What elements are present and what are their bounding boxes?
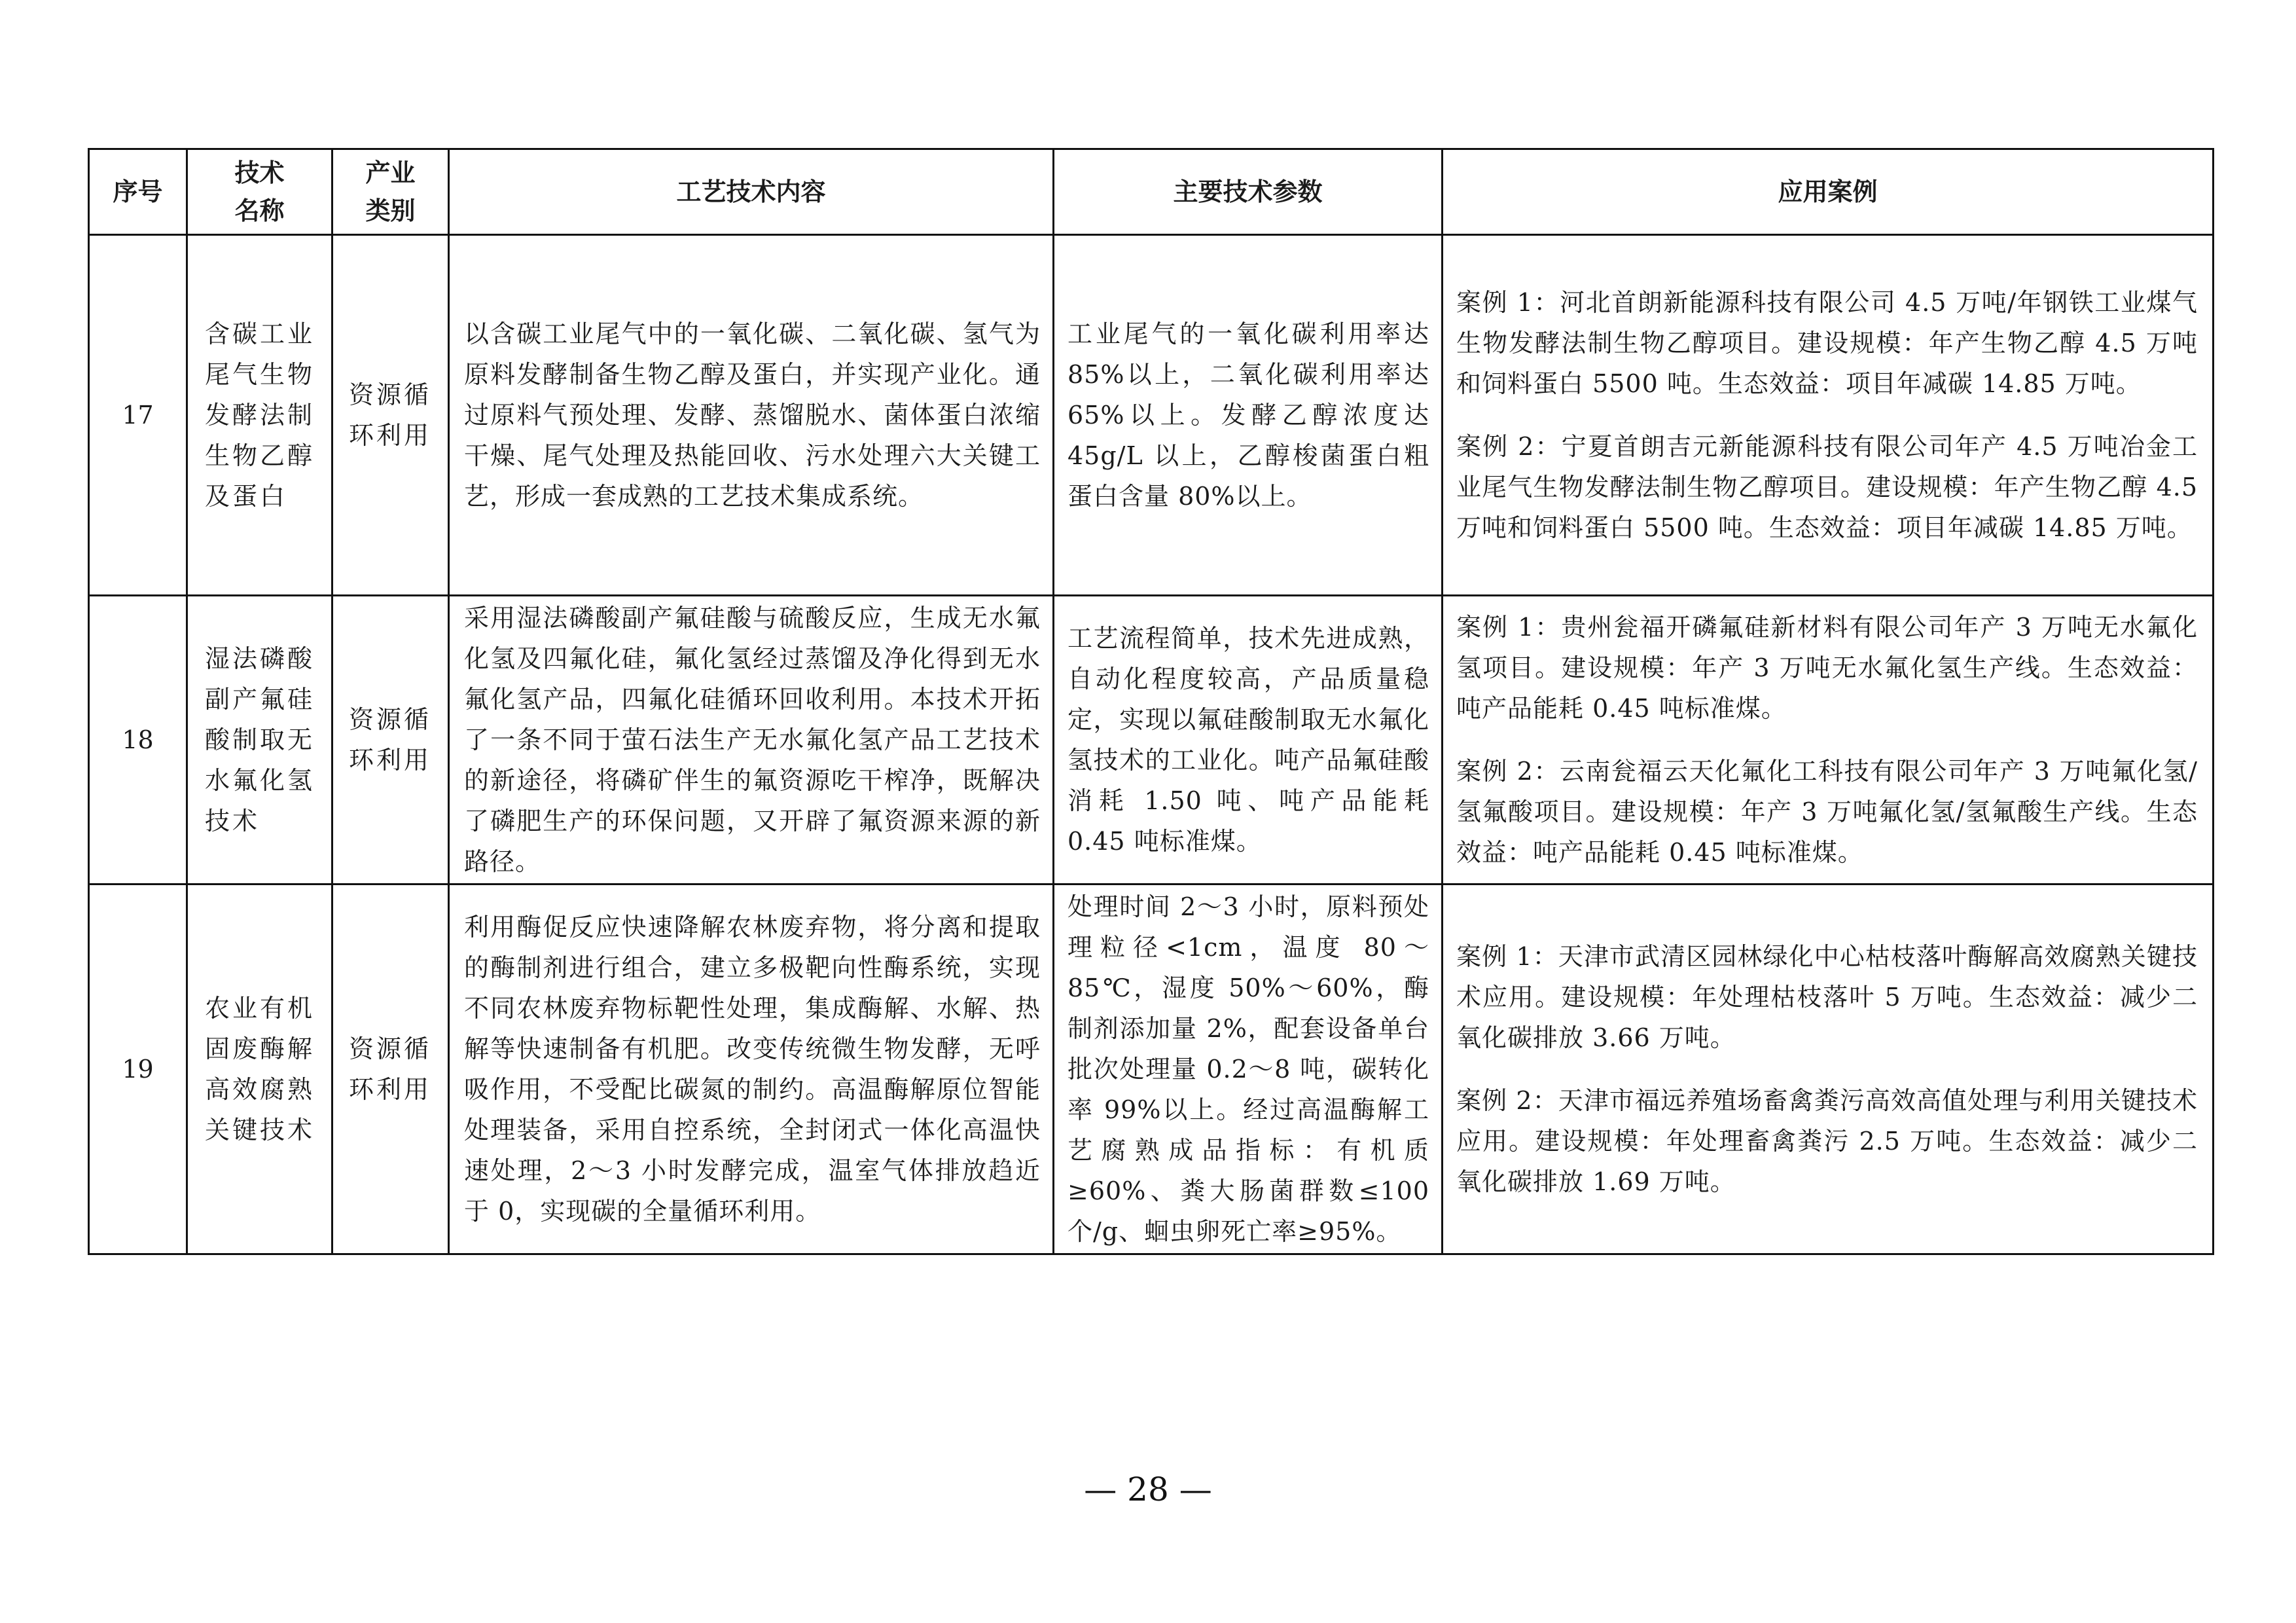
cases-cell — [1443, 884, 2214, 1254]
header-name-line1: 技术 — [234, 158, 285, 187]
params-cell — [1054, 596, 1443, 884]
technology-name-cell — [187, 596, 332, 884]
page-number: — 28 — — [1084, 1470, 1212, 1508]
category-cell — [332, 596, 449, 884]
row-number: 19 — [89, 884, 187, 1254]
row-number: 18 — [89, 596, 187, 884]
row-number: 17 — [89, 235, 187, 596]
process-content: 采用湿法磷酸副产氟硅酸与硫酸反应，生成无水氟化氢及四氟化硅，氟化氢经过蒸馏及净化得到无水氟化氢产品，四氟化硅循环回收利用。本技术开拓了一条不同于萤石法生产无水氟化氢产品工艺技术的新途径，将磷矿伴生的氟资源吃干榨净，既解决了磷肥生产的环保问题，又开辟了氟资源来源的新路径。 — [464, 604, 1041, 876]
technology-name-cell — [187, 884, 332, 1254]
table-row — [89, 235, 2214, 596]
technology-table — [88, 148, 2214, 1255]
technical-params: 工艺流程简单，技术先进成熟，自动化程度较高，产品质量稳定，实现以氟硅酸制取无水氟化氢技术的工业化。吨产品氟硅酸消耗 1.50 吨、吨产品能耗 0.45 吨标准煤。 — [1067, 624, 1429, 856]
case-item: 案例 1：河北首朗新能源科技有限公司 4.5 万吨/年钢铁工业煤气生物发酵法制生物乙醇项目。建设规模：年产生物乙醇 4.5 万吨和饲料蛋白 5500 吨。生态效益：项目年减碳 14.85 万吨。 — [1456, 288, 2198, 398]
header-name-line2: 名称 — [234, 196, 285, 225]
table-row — [89, 596, 2214, 884]
category-cell — [332, 235, 449, 596]
technology-name: 湿法磷酸副产氟硅酸制取无水氟化氢技术 — [205, 644, 315, 835]
header-process: 工艺技术内容 — [449, 149, 1054, 235]
cases-cell — [1443, 596, 2214, 884]
header-name — [187, 149, 332, 235]
technology-name: 含碳工业尾气生物发酵法制生物乙醇及蛋白 — [205, 319, 315, 511]
header-category-line2: 类别 — [365, 196, 416, 225]
process-cell — [449, 596, 1054, 884]
technology-name-cell — [187, 235, 332, 596]
process-cell — [449, 235, 1054, 596]
case-item: 案例 1：天津市武清区园林绿化中心枯枝落叶酶解高效腐熟关键技术应用。建设规模：年处理枯枝落叶 5 万吨。生态效益：减少二氧化碳排放 3.66 万吨。 — [1456, 942, 2198, 1052]
industry-category: 资源循环利用 — [349, 380, 432, 450]
header-cases: 应用案例 — [1443, 149, 2214, 235]
cases-cell — [1443, 235, 2214, 596]
case-item: 案例 1：贵州瓮福开磷氟硅新材料有限公司年产 3 万吨无水氟化氢项目。建设规模：年产 3 万吨无水氟化氢生产线。生态效益：吨产品能耗 0.45 吨标准煤。 — [1456, 613, 2198, 723]
params-cell — [1054, 235, 1443, 596]
technology-name: 农业有机固废酶解高效腐熟关键技术 — [205, 994, 315, 1144]
technical-params: 处理时间 2～3 小时，原料预处理粒径<1cm，温度 80～85℃，湿度 50%～60%，酶制剂添加量 2%，配套设备单台批次处理量 0.2～8 吨，碳转化率 99%以上。经过高温酶解工艺腐熟成品指标：有机质≥60%、粪大肠菌群数≤100 个/g、蛔虫卵死亡率≥95%。 — [1067, 892, 1429, 1246]
header-num: 序号 — [89, 149, 187, 235]
process-cell — [449, 884, 1054, 1254]
technical-params: 工业尾气的一氧化碳利用率达 85%以上，二氧化碳利用率达 65%以上。发酵乙醇浓度达 45g/L 以上，乙醇梭菌蛋白粗蛋白含量 80%以上。 — [1067, 319, 1429, 511]
industry-category: 资源循环利用 — [349, 1034, 432, 1104]
header-category-line1: 产业 — [365, 158, 416, 187]
case-item: 案例 2：天津市福远养殖场畜禽粪污高效高值处理与利用关键技术应用。建设规模：年处理畜禽粪污 2.5 万吨。生态效益：减少二氧化碳排放 1.69 万吨。 — [1456, 1086, 2198, 1196]
process-content: 以含碳工业尾气中的一氧化碳、二氧化碳、氢气为原料发酵制备生物乙醇及蛋白，并实现产业化。通过原料气预处理、发酵、蒸馏脱水、菌体蛋白浓缩干燥、尾气处理及热能回收、污水处理六大关键工艺，形成一套成熟的工艺技术集成系统。 — [464, 319, 1041, 511]
industry-category: 资源循环利用 — [349, 705, 432, 775]
header-category — [332, 149, 449, 235]
case-item: 案例 2：云南瓮福云天化氟化工科技有限公司年产 3 万吨氟化氢/氢氟酸项目。建设规模：年产 3 万吨氟化氢/氢氟酸生产线。生态效益：吨产品能耗 0.45 吨标准煤。 — [1456, 757, 2198, 867]
category-cell — [332, 884, 449, 1254]
table-header-row — [89, 149, 2214, 235]
header-params: 主要技术参数 — [1054, 149, 1443, 235]
params-cell — [1054, 884, 1443, 1254]
case-item: 案例 2：宁夏首朗吉元新能源科技有限公司年产 4.5 万吨冶金工业尾气生物发酵法制生物乙醇项目。建设规模：年产生物乙醇 4.5 万吨和饲料蛋白 5500 吨。生态效益：项目年减碳 14.85 万吨。 — [1456, 432, 2198, 542]
process-content: 利用酶促反应快速降解农林废弃物，将分离和提取的酶制剂进行组合，建立多极靶向性酶系统，实现不同农林废弃物标靶性处理，集成酶解、水解、热解等快速制备有机肥。改变传统微生物发酵，无呼吸作用，不受配比碳氮的制约。高温酶解原位智能处理装备，采用自控系统，全封闭式一体化高温快速处理，2～3 小时发酵完成，温室气体排放趋近于 0，实现碳的全量循环利用。 — [464, 913, 1041, 1226]
table-row — [89, 884, 2214, 1254]
